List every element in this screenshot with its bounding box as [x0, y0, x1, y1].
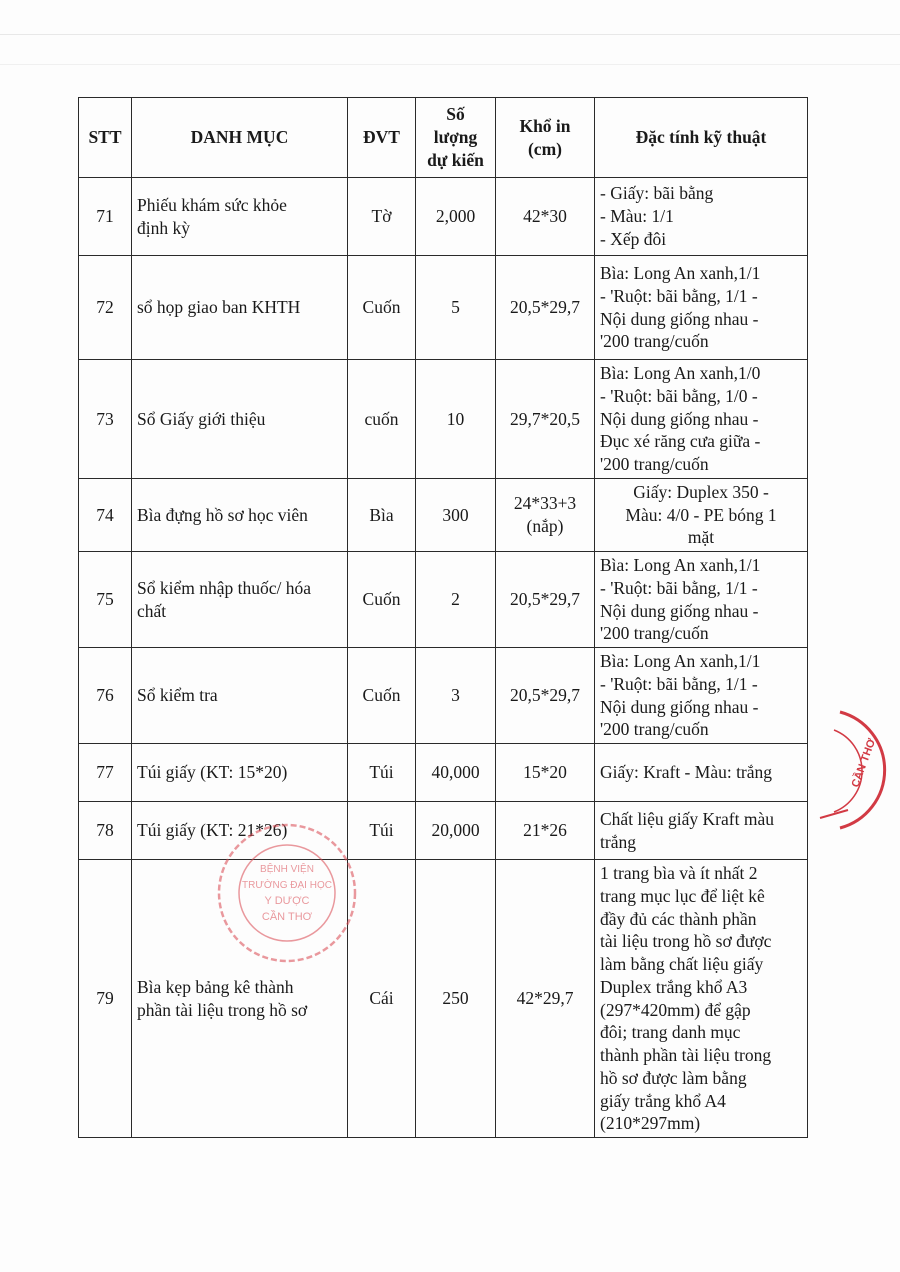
seal-text-line: TRƯỜNG ĐẠI HỌC: [242, 880, 332, 891]
cell-name: [132, 360, 348, 479]
cell-spec-line: '200 trang/cuốn: [600, 331, 709, 352]
header-so-luong-line: Số: [446, 104, 465, 125]
cell-spec-line: Chất liệu giấy Kraft màu: [600, 808, 774, 829]
seal-text-line: Y DƯỢC: [264, 895, 310, 907]
table-row: [79, 860, 808, 1138]
cell-qty: 300: [416, 478, 496, 551]
cell-name-line: sổ họp giao ban KHTH: [137, 297, 301, 318]
cell-stt: 72: [79, 256, 132, 360]
cell-name: [132, 802, 348, 860]
cell-name: [132, 552, 348, 648]
cell-size: 20,5*29,7: [496, 552, 595, 648]
cell-stt: 76: [79, 648, 132, 744]
cell-stt: 77: [79, 744, 132, 802]
cell-name-line: Túi giấy (KT: 21*26): [137, 820, 288, 841]
cell-spec-line: - 'Ruột: bãi bằng, 1/1 -: [600, 673, 758, 694]
cell-spec-line: giấy trắng khổ A4: [600, 1090, 726, 1111]
cell-unit: Tờ: [348, 178, 416, 256]
table-row: [79, 552, 808, 648]
header-danh-muc: DANH MỤC: [132, 98, 348, 178]
cell-spec-line: Bìa: Long An xanh,1/1: [600, 651, 761, 671]
cell-name-line: Bìa đựng hồ sơ học viên: [137, 504, 308, 525]
cell-qty: 250: [416, 860, 496, 1138]
cell-size: 42*30: [496, 178, 595, 256]
cell-unit: Cuốn: [348, 648, 416, 744]
cell-spec: [595, 478, 808, 551]
cell-spec-line: Duplex trắng khổ A3: [600, 976, 748, 997]
table-row: [79, 256, 808, 360]
cell-spec-line: thành phần tài liệu trong: [600, 1045, 772, 1065]
cell-qty: 2,000: [416, 178, 496, 256]
cell-spec-line: trắng: [600, 831, 636, 852]
table-row: [79, 744, 808, 802]
cell-stt: 71: [79, 178, 132, 256]
cell-spec-line: Bìa: Long An xanh,1/1: [600, 263, 761, 283]
cell-spec: [595, 360, 808, 479]
cell-qty: 20,000: [416, 802, 496, 860]
cell-spec-line: Giấy: Duplex 350 -: [633, 481, 769, 502]
seal-text-line: BỆNH VIỆN: [260, 864, 314, 875]
cell-unit: Cái: [348, 860, 416, 1138]
table-row: [79, 648, 808, 744]
cell-stt: 75: [79, 552, 132, 648]
cell-spec-line: - 'Ruột: bãi bằng, 1/1 -: [600, 285, 758, 306]
cell-spec-line: Giấy: Kraft - Màu: trắng: [600, 762, 773, 783]
cell-name-line: Sổ kiểm nhập thuốc/ hóa: [137, 577, 312, 598]
cell-spec: [595, 552, 808, 648]
table-row: [79, 360, 808, 479]
cell-name-line: Bìa kẹp bảng kê thành: [137, 976, 294, 997]
cell-size-line: 24*33+3: [513, 493, 577, 514]
cell-spec-line: (297*420mm) để gập: [600, 999, 751, 1020]
cell-name-line: Sổ kiểm tra: [137, 685, 218, 706]
cell-name: [132, 178, 348, 256]
cell-name-line: phần tài liệu trong hồ sơ: [137, 999, 308, 1020]
cell-name: [132, 860, 348, 1138]
cell-name-line: định kỳ: [137, 217, 190, 238]
cell-spec-line: - Xếp đôi: [600, 228, 667, 249]
cell-unit: Túi: [348, 744, 416, 802]
cell-spec-line: - Giấy: bãi bằng: [600, 183, 714, 204]
table-row: [79, 178, 808, 256]
cell-qty: 2: [416, 552, 496, 648]
cell-spec-line: đầy đủ các thành phần: [600, 908, 757, 929]
cell-qty: 10: [416, 360, 496, 479]
side-seal-stamp: [818, 700, 888, 840]
seal-text-line: CẦN THƠ: [261, 911, 313, 923]
header-so-luong: [416, 98, 496, 178]
cell-spec-line: 1 trang bìa và ít nhất 2: [600, 863, 758, 883]
cell-spec: [595, 648, 808, 744]
cell-name-line: chất: [137, 600, 167, 621]
cell-name: [132, 744, 348, 802]
cell-spec-line: trang mục lục để liệt kê: [600, 885, 765, 906]
cell-spec-line: Đục xé răng cưa giữa -: [600, 431, 761, 452]
cell-spec-line: Nội dung giống nhau -: [600, 308, 759, 329]
cell-size: 20,5*29,7: [496, 648, 595, 744]
header-dvt: ĐVT: [348, 98, 416, 178]
cell-spec-line: làm bằng chất liệu giấy: [600, 954, 764, 974]
cell-spec-line: đôi; trang danh mục: [600, 1022, 741, 1043]
cell-unit: Bìa: [348, 478, 416, 551]
header-stt: STT: [79, 98, 132, 178]
cell-spec-line: - 'Ruột: bãi bằng, 1/0 -: [600, 385, 758, 406]
cell-unit: Túi: [348, 802, 416, 860]
cell-spec-line: (210*297mm): [600, 1113, 701, 1134]
cell-unit: Cuốn: [348, 552, 416, 648]
cell-spec-line: '200 trang/cuốn: [600, 454, 709, 474]
cell-size: 29,7*20,5: [496, 360, 595, 479]
cell-stt: 79: [79, 860, 132, 1138]
header-so-luong-line: lượng: [433, 127, 478, 148]
scan-artifact-line: [0, 64, 900, 65]
cell-name-line: Phiếu khám sức khỏe: [137, 194, 287, 215]
cell-spec: [595, 744, 808, 802]
cell-spec-line: Nội dung giống nhau -: [600, 696, 759, 717]
cell-size: 20,5*29,7: [496, 256, 595, 360]
side-seal-text: CẦN THƠ: [849, 737, 879, 790]
header-so-luong-line: dự kiến: [427, 149, 484, 170]
cell-spec-line: - 'Ruột: bãi bằng, 1/1 -: [600, 577, 758, 598]
cell-name-line: Sổ Giấy giới thiệu: [137, 408, 266, 429]
cell-spec: [595, 802, 808, 860]
cell-unit: cuốn: [348, 360, 416, 479]
cell-qty: 5: [416, 256, 496, 360]
cell-spec-line: Nội dung giống nhau -: [600, 600, 759, 621]
cell-name-line: Túi giấy (KT: 15*20): [137, 762, 288, 783]
cell-size-line: (nắp): [526, 515, 564, 536]
cell-name: [132, 648, 348, 744]
table-row: [79, 478, 808, 551]
cell-spec-line: mặt: [687, 527, 715, 548]
cell-size: 42*29,7: [496, 860, 595, 1138]
cell-size: 15*20: [496, 744, 595, 802]
cell-size: [496, 478, 595, 551]
cell-spec-line: Màu: 4/0 - PE bóng 1: [625, 504, 777, 525]
cell-spec-line: - Màu: 1/1: [600, 206, 674, 227]
cell-spec-line: Nội dung giống nhau -: [600, 408, 759, 429]
cell-stt: 74: [79, 478, 132, 551]
scan-artifact-line: [0, 34, 900, 35]
header-dac-tinh: Đặc tính kỹ thuật: [595, 98, 808, 178]
cell-stt: 78: [79, 802, 132, 860]
cell-size: 21*26: [496, 802, 595, 860]
table-header-row: [79, 98, 808, 178]
cell-spec-line: tài liệu trong hồ sơ được: [600, 931, 772, 952]
header-kho-in: [496, 98, 595, 178]
cell-spec-line: Bìa: Long An xanh,1/1: [600, 555, 761, 575]
cell-spec: [595, 256, 808, 360]
cell-spec-line: '200 trang/cuốn: [600, 623, 709, 644]
cell-name: [132, 478, 348, 551]
cell-spec-line: Bìa: Long An xanh,1/0: [600, 363, 761, 383]
cell-name: [132, 256, 348, 360]
cell-spec-line: hồ sơ được làm bằng: [600, 1067, 747, 1088]
cell-qty: 40,000: [416, 744, 496, 802]
printing-spec-table: [78, 97, 808, 1138]
table-row: [79, 802, 808, 860]
cell-spec-line: '200 trang/cuốn: [600, 719, 709, 740]
cell-qty: 3: [416, 648, 496, 744]
header-kho-in-line: Khổ in: [519, 115, 571, 136]
cell-spec: [595, 860, 808, 1138]
cell-stt: 73: [79, 360, 132, 479]
cell-spec: [595, 178, 808, 256]
header-kho-in-line: (cm): [527, 138, 562, 159]
cell-unit: Cuốn: [348, 256, 416, 360]
